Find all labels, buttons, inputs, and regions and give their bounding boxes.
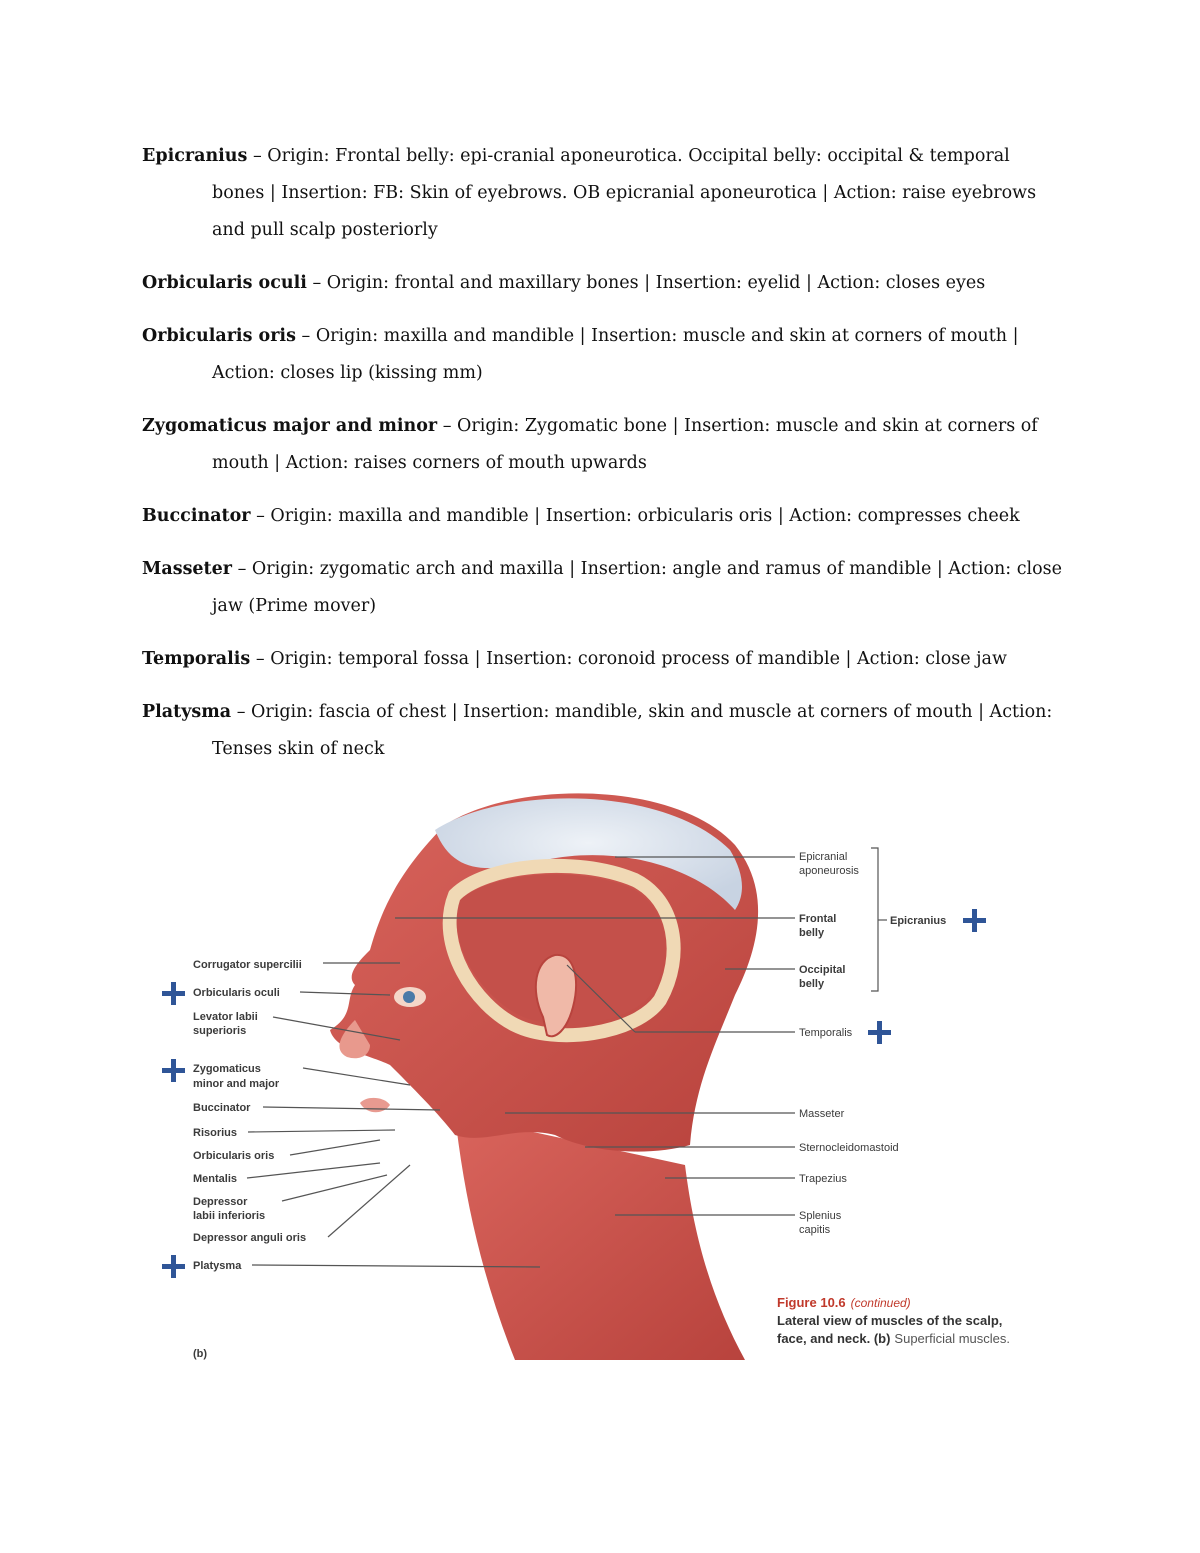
label-depressor-labii-2: labii inferioris bbox=[193, 1210, 266, 1222]
label-zygomaticus-2: minor and major bbox=[193, 1078, 280, 1090]
entry-name: Zygomaticus major and minor bbox=[142, 416, 438, 436]
label-occipital-2: belly bbox=[799, 978, 825, 990]
plus-marker-icon bbox=[162, 1255, 185, 1278]
label-frontal-1: Frontal bbox=[799, 913, 837, 925]
label-platysma: Platysma bbox=[193, 1260, 242, 1272]
entry-name: Orbicularis oris bbox=[142, 326, 296, 346]
notes-document bbox=[142, 138, 1062, 784]
label-orbicularis-oris: Orbicularis oris bbox=[193, 1150, 275, 1162]
entry-temporalis: Temporalis – Origin: temporal fossa | Insertion: coronoid process of mandible | Action: close jaw bbox=[142, 649, 1007, 669]
entry-platysma: Platysma – Origin: fascia of chest | Insertion: mandible, skin and muscle at corners of mouth | Action: Tenses skin of neck bbox=[142, 702, 1053, 759]
caption-continued: (continued) bbox=[850, 1296, 911, 1310]
label-frontal-2: belly bbox=[799, 927, 825, 939]
anatomy-figure bbox=[155, 785, 1055, 1365]
entry-text: Origin: Zygomatic bone | Insertion: muscle and skin at corners of mouth | Action: raises corners of mouth upwards bbox=[212, 416, 1038, 473]
label-corrugator: Corrugator supercilii bbox=[193, 959, 302, 971]
label-depressor-anguli: Depressor anguli oris bbox=[193, 1232, 307, 1244]
head-illustration bbox=[330, 793, 758, 1360]
label-zygomaticus-1: Zygomaticus bbox=[193, 1063, 261, 1075]
label-mentalis: Mentalis bbox=[193, 1173, 238, 1185]
svg-text:face, and neck. (b)Superficial bbox=[777, 1331, 1010, 1346]
plus-marker-icon bbox=[963, 909, 986, 932]
label-buccinator: Buccinator bbox=[193, 1102, 251, 1114]
label-risorius: Risorius bbox=[193, 1127, 238, 1139]
label-sternocleidomastoid: Sternocleidomastoid bbox=[799, 1142, 899, 1154]
label-epicranial-aponeurosis-1: Epicranial bbox=[799, 851, 848, 863]
label-splenius-1: Splenius bbox=[799, 1210, 842, 1222]
label-orbicularis-oculi: Orbicularis oculi bbox=[193, 987, 280, 999]
label-occipital-1: Occipital bbox=[799, 964, 846, 976]
entry-epicranius: Epicranius – Origin: Frontal belly: epi-cranial aponeurotica. Occipital belly: occipital & temporal bones | Insertion: FB: Skin of eyebrows. OB epicranial aponeurotica | Action: raise eyebrows and pull scalp posteriorly bbox=[142, 146, 1037, 240]
svg-text:Figure 10.6(continued) bbox=[777, 1295, 911, 1310]
entry-buccinator: Buccinator – Origin: maxilla and mandible | Insertion: orbicularis oris | Action: compresses cheek bbox=[142, 506, 1020, 526]
entry-text: Origin: fascia of chest | Insertion: mandible, skin and muscle at corners of mouth | Action: Tenses skin of neck bbox=[212, 702, 1053, 759]
label-epicranial-aponeurosis-2: aponeurosis bbox=[799, 865, 859, 877]
label-splenius-2: capitis bbox=[799, 1224, 831, 1236]
entry-text: Origin: frontal and maxillary bones | Insertion: eyelid | Action: closes eyes bbox=[326, 273, 986, 293]
entry-masseter: Masseter – Origin: zygomatic arch and maxilla | Insertion: angle and ramus of mandible | Action: close jaw (Prime mover) bbox=[142, 559, 1062, 616]
entry-zygomaticus: Zygomaticus major and minor – Origin: Zygomatic bone | Insertion: muscle and skin at corners of mouth | Action: raises corners of mouth upwards bbox=[142, 416, 1038, 473]
entry-text: Origin: zygomatic arch and maxilla | Insertion: angle and ramus of mandible | Action: close jaw (Prime mover) bbox=[212, 559, 1062, 616]
label-depressor-labii-1: Depressor bbox=[193, 1196, 248, 1208]
label-levator-2: superioris bbox=[193, 1025, 247, 1037]
caption-line-1: Lateral view of muscles of the scalp, bbox=[777, 1313, 1003, 1328]
entry-text: Origin: maxilla and mandible | Insertion: muscle and skin at corners of mouth | Action: closes lip (kissing mm) bbox=[212, 326, 1019, 383]
label-epicranius: Epicranius bbox=[890, 915, 947, 927]
label-temporalis: Temporalis bbox=[799, 1027, 853, 1039]
plus-marker-icon bbox=[162, 982, 185, 1005]
caption-line-2-bold: face, and neck. (b) bbox=[777, 1331, 891, 1346]
entry-name: Epicranius bbox=[142, 146, 248, 166]
label-trapezius: Trapezius bbox=[799, 1173, 847, 1185]
figure-caption bbox=[777, 1295, 1010, 1346]
entry-orbicularis-oris: Orbicularis oris – Origin: maxilla and mandible | Insertion: muscle and skin at corners of mouth | Action: closes lip (kissing mm) bbox=[142, 326, 1019, 383]
plus-marker-icon bbox=[868, 1021, 891, 1044]
entry-text: Origin: temporal fossa | Insertion: coronoid process of mandible | Action: close jaw bbox=[270, 649, 1007, 669]
entry-name: Masseter bbox=[142, 559, 232, 579]
label-levator-1: Levator labii bbox=[193, 1011, 258, 1023]
entry-text: Origin: Frontal belly: epi-cranial aponeurotica. Occipital belly: occipital & temporal bones | Insertion: FB: Skin of eyebrows. OB epicranial aponeurotica | Action: raise eyebrows and pull scalp posteriorly bbox=[212, 146, 1037, 240]
entry-name: Temporalis bbox=[142, 649, 251, 669]
entry-name: Orbicularis oculi bbox=[142, 273, 307, 293]
caption-figure-number: Figure 10.6 bbox=[777, 1295, 846, 1310]
caption-line-2-normal: Superficial muscles. bbox=[894, 1331, 1011, 1346]
plus-marker-icon bbox=[162, 1059, 185, 1082]
entry-name: Buccinator bbox=[142, 506, 251, 526]
label-masseter: Masseter bbox=[799, 1108, 845, 1120]
entry-text: Origin: maxilla and mandible | Insertion: orbicularis oris | Action: compresses cheek bbox=[270, 506, 1020, 526]
entry-name: Platysma bbox=[142, 702, 232, 722]
entry-orbicularis-oculi: Orbicularis oculi – Origin: frontal and maxillary bones | Insertion: eyelid | Action: closes eyes bbox=[142, 273, 986, 293]
panel-label: (b) bbox=[193, 1348, 208, 1360]
